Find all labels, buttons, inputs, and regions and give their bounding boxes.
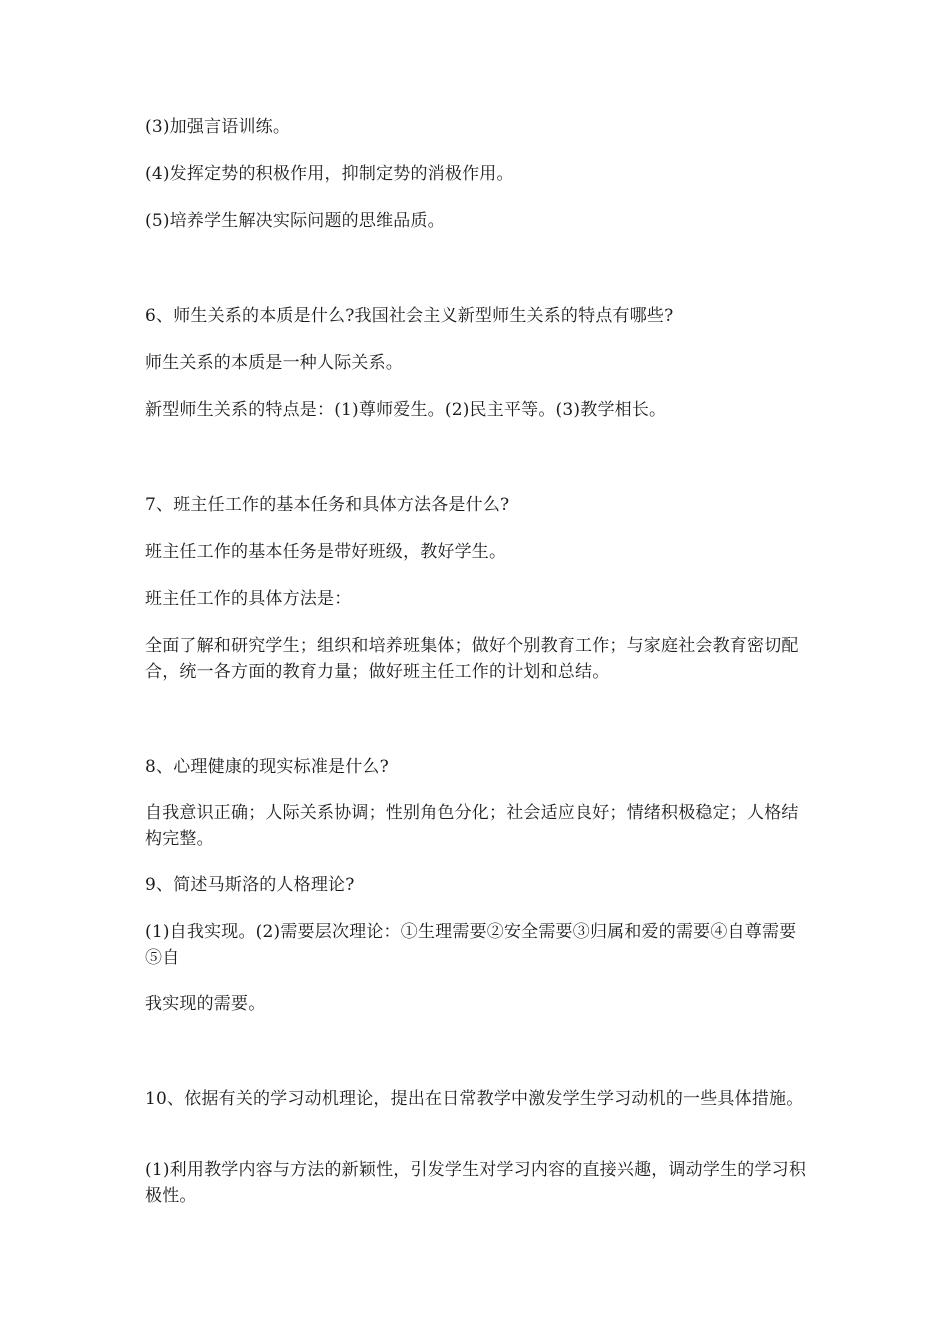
paragraph-item-4: (4)发挥定势的积极作用，抑制定势的消极作用。 — [145, 164, 514, 184]
answer-6-features: 新型师生关系的特点是：(1)尊师爱生。(2)民主平等。(3)教学相长。 — [145, 400, 667, 420]
question-7: 7、班主任工作的基本任务和具体方法各是什么? — [145, 495, 510, 515]
answer-10-item1: (1)利用教学内容与方法的新颖性，引发学生对学习内容的直接兴趣，调动学生的学习积极性。 — [145, 1160, 807, 1206]
answer-8: 自我意识正确；人际关系协调；性别角色分化；社会适应良好；情绪积极稳定；人格结构完整。 — [145, 803, 799, 849]
paragraph-item-3: (3)加强言语训练。 — [145, 117, 291, 137]
answer-9-part2: 我实现的需要。 — [145, 994, 266, 1014]
answer-9-part1: (1)自我实现。(2)需要层次理论：①生理需要②安全需要③归属和爱的需要④自尊需要⑤自 — [145, 922, 797, 968]
answer-7-task: 班主任工作的基本任务是带好班级，教好学生。 — [145, 542, 507, 562]
question-9: 9、简述马斯洛的人格理论? — [145, 875, 355, 895]
question-8: 8、心理健康的现实标准是什么? — [145, 757, 389, 777]
answer-6-essence: 师生关系的本质是一种人际关系。 — [145, 353, 403, 373]
paragraph-item-5: (5)培养学生解决实际问题的思维品质。 — [145, 211, 445, 231]
answer-7-methods-heading: 班主任工作的具体方法是： — [145, 589, 352, 609]
question-10: 10、依据有关的学习动机理论，提出在日常教学中激发学生学习动机的一些具体措施。 — [145, 1089, 804, 1109]
question-6: 6、师生关系的本质是什么?我国社会主义新型师生关系的特点有哪些? — [145, 306, 674, 326]
answer-7-methods: 全面了解和研究学生；组织和培养班集体；做好个别教育工作；与家庭社会教育密切配合，统一各方面的教育力量；做好班主任工作的计划和总结。 — [145, 636, 799, 682]
